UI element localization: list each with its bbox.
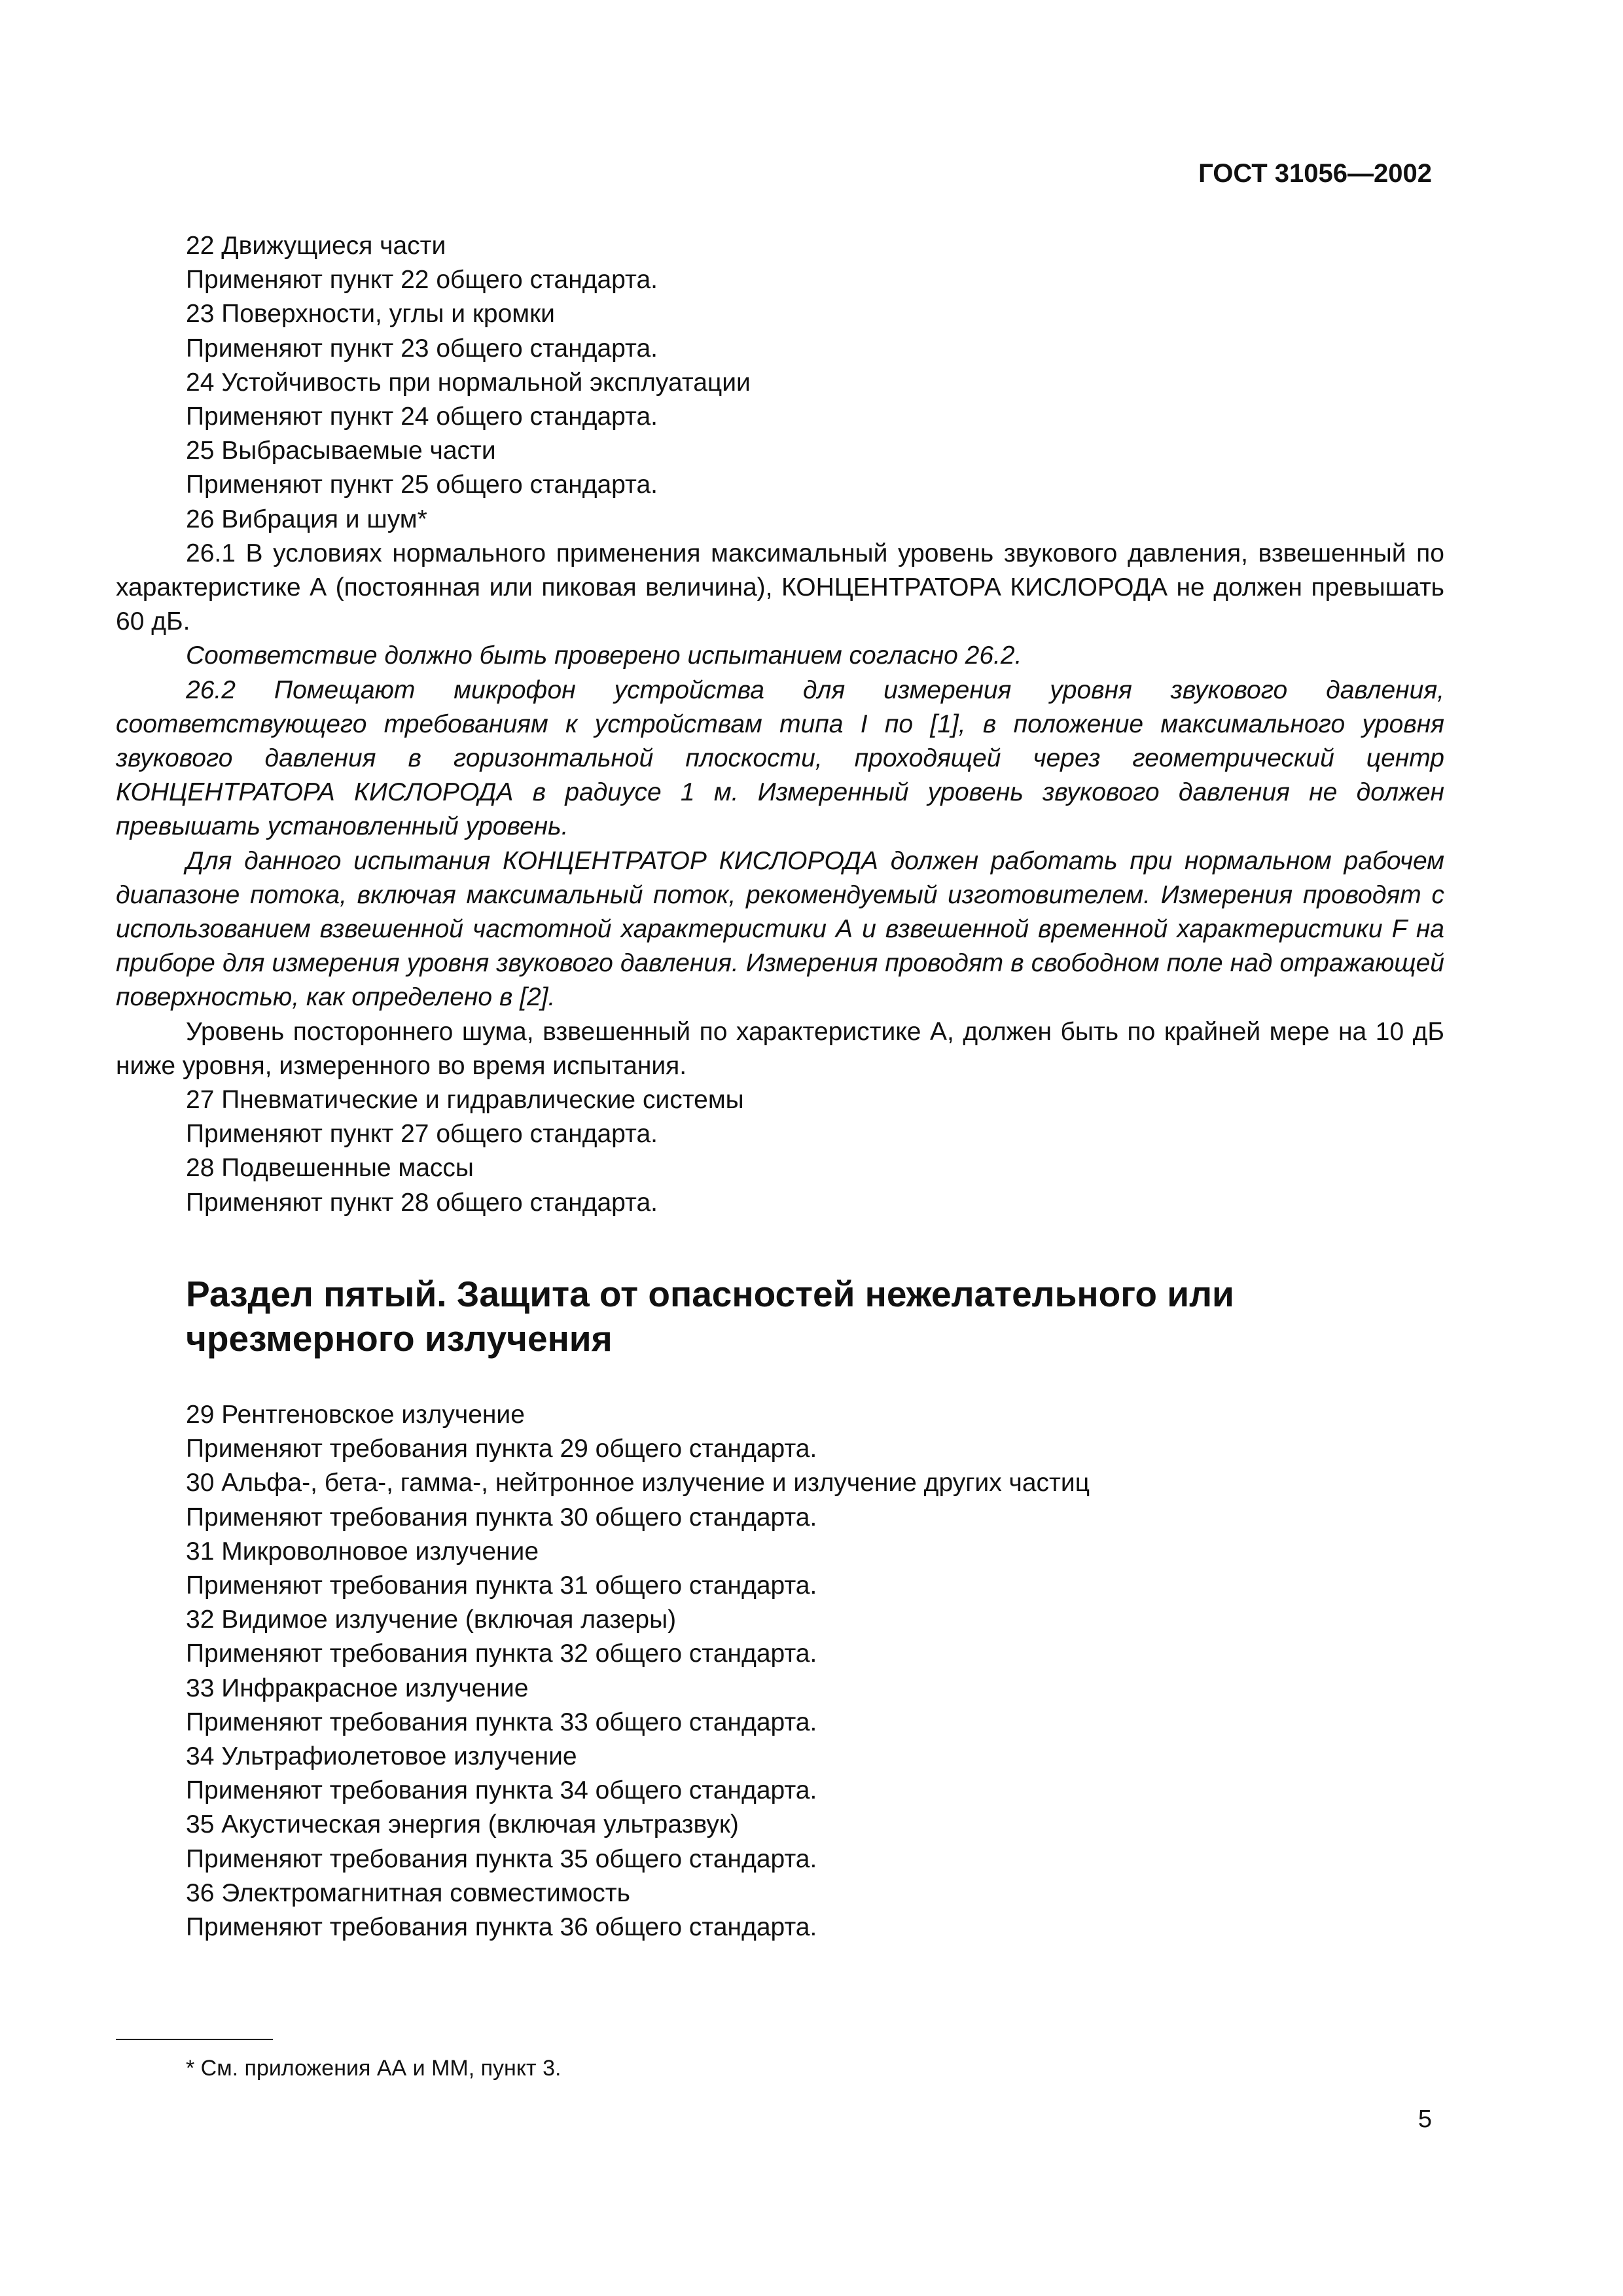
paragraph: Соответствие должно быть проверено испытанием согласно 26.2. <box>186 641 1022 670</box>
paragraph: 36 Электромагнитная совместимость <box>186 1878 630 1907</box>
paragraph: 24 Устойчивость при нормальной эксплуатации <box>186 368 751 397</box>
paragraph: Применяют пункт 22 общего стандарта. <box>186 266 658 295</box>
paragraph: 28 Подвешенные массы <box>186 1154 474 1183</box>
section-title: Раздел пятый. Защита от опасностей нежелательного или чрезмерного излучения <box>186 1274 1234 1359</box>
paragraph: Для данного испытания КОНЦЕНТРАТОР КИСЛОРОДА должен работать при нормальном рабочем диапазоне потока, включая максимальный поток, рекомендуемый изготовителем. Измерения проводят с использованием взвешенной частотной характеристики А и взвешенной временной характеристики F на приборе для измерения уровня звукового давления. Измерения проводят в свободном поле над отражающей поверхностью, как определено в [2]. <box>116 846 1444 1012</box>
paragraph: Применяют пункт 27 общего стандарта. <box>186 1120 658 1149</box>
paragraph: 29 Рентгеновское излучение <box>186 1401 525 1429</box>
paragraph: 33 Инфракрасное излучение <box>186 1674 529 1702</box>
paragraph: Применяют требования пункта 29 общего стандарта. <box>186 1435 817 1463</box>
paragraph: Применяют требования пункта 36 общего стандарта. <box>186 1913 817 1942</box>
clauses-22-28 <box>116 229 1444 1220</box>
paragraph: Применяют пункт 23 общего стандарта. <box>186 334 658 363</box>
paragraph: 25 Выбрасываемые части <box>186 437 496 465</box>
paragraph: Применяют требования пункта 34 общего стандарта. <box>186 1776 817 1805</box>
paragraph: 27 Пневматические и гидравлические системы <box>186 1086 744 1115</box>
paragraph: Применяют требования пункта 33 общего стандарта. <box>186 1708 817 1736</box>
paragraph: Применяют требования пункта 32 общего стандарта. <box>186 1640 817 1668</box>
document-code-header: ГОСТ 31056—2002 <box>1198 159 1432 188</box>
paragraph: Применяют пункт 24 общего стандарта. <box>186 403 658 431</box>
paragraph: 35 Акустическая энергия (включая ультразвук) <box>186 1810 739 1839</box>
paragraph: 26.2 Помещают микрофон устройства для измерения уровня звукового давления, соответствующего требованиям к устройствам типа I по [1], в положение максимального уровня звукового давления в горизонтальной плоскости, проходящей через геометрический центр КОНЦЕНТРАТОРА КИСЛОРОДА в радиусе 1 м. Измеренный уровень звукового давления не должен превышать установленный уровень. <box>116 675 1444 841</box>
footnote-separator <box>116 2039 273 2040</box>
paragraph: 34 Ультрафиолетовое излучение <box>186 1742 577 1771</box>
paragraph: 30 Альфа-, бета-, гамма-, нейтронное излучение и излучение других частиц <box>186 1469 1090 1498</box>
page-number: 5 <box>1418 2106 1432 2133</box>
paragraph: Уровень постороннего шума, взвешенный по характеристике А, должен быть по крайней мере на 10 дБ ниже уровня, измеренного во время испытания. <box>116 1017 1444 1080</box>
paragraph: Применяют требования пункта 30 общего стандарта. <box>186 1503 817 1532</box>
paragraph: 26 Вибрация и шум* <box>186 505 427 533</box>
paragraph: 26.1 В условиях нормального применения максимальный уровень звукового давления, взвешенный по характеристике А (постоянная или пиковая величина), КОНЦЕНТРАТОРА КИСЛОРОДА не должен превышать 60 дБ. <box>116 539 1444 636</box>
paragraph: Применяют пункт 25 общего стандарта. <box>186 471 658 499</box>
paragraph: Применяют пункт 28 общего стандарта. <box>186 1188 658 1217</box>
clauses-29-36 <box>116 1398 1444 1945</box>
paragraph: 32 Видимое излучение (включая лазеры) <box>186 1605 677 1634</box>
paragraph: Применяют требования пункта 31 общего стандарта. <box>186 1571 817 1600</box>
paragraph: Применяют требования пункта 35 общего стандарта. <box>186 1844 817 1873</box>
paragraph: 31 Микроволновое излучение <box>186 1537 539 1566</box>
paragraph: 23 Поверхности, углы и кромки <box>186 300 555 329</box>
paragraph: 22 Движущиеся части <box>186 232 446 260</box>
footnote: * См. приложения АА и ММ, пункт 3. <box>186 2056 562 2081</box>
